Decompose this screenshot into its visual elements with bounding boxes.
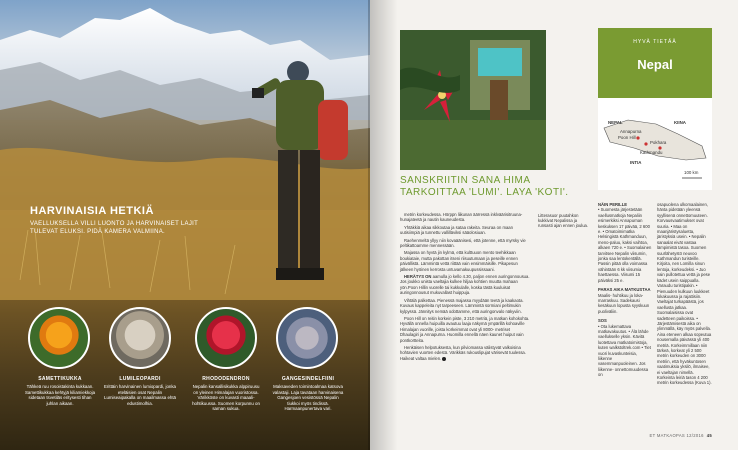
map-label-kathmandu: Kathmandu: [640, 150, 663, 155]
nepal-map: [598, 98, 712, 190]
fact-text: • Suomesta järjestetään vaellusmatkoja Nepaliin esimerkiksi Annapurnan keskuksen 17 päivää, 2 600 e. • Omatoimimatka Helsingistä Kathmanduun, meno-paluu, kaksi vaihtoa, alkaen 720 e. • Suomalainen tarvitsee Nepalin viisumin, jonka saa lentokentällä. Passin pitää olla voimassa vähintään 6 kk viisumia haettaessa. Viisumi 15 päiväksi 25 e.: [598, 207, 652, 283]
sidebar-kicker: HYVÄ TIETÄÄ: [633, 39, 677, 45]
fact-text: osapuolena ulkomaalainen, hänta pidetään yleensä syyllisenä onnettomuuteen. Korvausvaatimukset ovat suuria. • Maa on maanjäristysaluetta, järistyksiä usein. • Nepalin sanaalat eivät vastaa lämpimistä tasoa. Suomen suurlähetystö neuvoo Kathmandun turisteille. Kirjoita, nen Lomilla sinun lentoja, korkeudeksi. • Juo vain pullotettua vettä ja pese kädet usein saippualla. Varaudu turistipakin. • Pienuuden kulkuun luukkeet lokakuussa ja rajattisiin. Vaeltajat turkapäästä, jos vaellusta jatkaa. Suomalaisissa ovat sadetteen paikoissa. • Järjestämisestä aika on ylimmällä, käy myös palvella. Aina eteneen alkaa sopeutua nousemalla päivässä yli 400 metriä. Korkeimmillaan niin tärkeä, korkeat yli 2 500 metrin korkeuden on 3000 metriin, että hyväkuntosen vaatimuksia yksilö, ilmaisee, ei vaeltajan nimellä. Korkeinta leiriä tason 4 200 metrin korkeudessa (Kuva 1).: [657, 202, 712, 386]
paragraph: Vihtälä palkettaa. Pienessä majassa myydään teetä ja kaakaota. Kuvaus kappeleita nyt tarpeeseen. Lämmintä sormiani peltimukin kylpyssä. Jännitys nemää odottamme, että auringonvalo näkyviin.: [400, 297, 524, 314]
fauna-title: LUMILEOPARDI: [119, 376, 161, 382]
right-page: [370, 0, 738, 450]
map-label-intia: INTIA: [630, 160, 642, 165]
caption-text: VAELLUKSELLA VILLI LUONTO JA HARVINAISET LAJIT TULEVAT ELUKSI. PIDÄ KAMERA VALMIINA.: [30, 221, 198, 235]
sidebar-column-1: [598, 202, 652, 378]
paragraph: Henkäisen helpotuksesta, kun pilviomassa välistyvät valkoisina hohtavien vuorten edestä. Värikkäs rukouslipujat värisevät tuulessa. Haikeat valtaa mielen.: [400, 344, 526, 361]
sidebar-column-2: [657, 202, 712, 386]
paragraph: Majassa on hyvtä jin kylmä, että kulttuuon mento teehikkaan boukiataie, mutta pakottan itseni riisuutumaan ja peseille ennen päivällistä. Lämmintä vettä riittää vain ensimmäisille. Pikapesun jälkeen hyöinen kerrosta untuvamakuupussissaani.: [400, 250, 518, 272]
fact-heading: SOS: [598, 318, 607, 324]
paragraph: Raehenmeltä yllyy niin kovaäänisesi, että jotenne, että myrsky vie peltikattoamme mennessään.: [400, 237, 526, 249]
sidebar-header: [598, 28, 712, 98]
hiker-figure: [246, 60, 356, 310]
magazine-name: ET MATKAOPAS 12/2016: [649, 433, 704, 438]
caption-title: HARVINAISIA HETKIÄ: [30, 205, 154, 217]
map-label-poon-hill: Poon Hill: [618, 135, 636, 140]
end-mark-icon: [442, 357, 446, 361]
fauna-text: Maksaveden toimintoalmaa katsova valastaji. Laja tavataan harvinaisena Gangesjoen vesistössä Nepalin tiukkoi myös tindissä. Harmaanpunertava vari.: [272, 384, 344, 412]
map-scale: 100 km: [684, 170, 699, 175]
fauna-item: [272, 376, 344, 412]
page-number: 45: [706, 433, 712, 438]
flora-text: Tähkeä ruu rosoistakinta kukkaan. Samettikukkaa kehtyjä kiliamiekkoja sidetaan tsvetiläs eritysesti tihan juhlan aikaan.: [24, 384, 96, 406]
flora-title: SAMETTIKUKKA: [38, 376, 82, 382]
paragraph: HERÄTYS ON aamulla jo kello 4.30, paljon ennen auringonnousua. Jos joukko unista vaeltajia kulkee hiljaa kohtien muutta mahaan yön.Poon Hillin vuorelle tai kukkulalle, koska tästä kuuluisat auringonnousut mukuvallast huippuja.: [400, 274, 530, 296]
photo-caption: Litterasuor puutahkon kukkivat Nepalissa ja runsasti ajan ennen joulua.: [538, 213, 589, 229]
fauna-title: GANGESINDELFIINI: [281, 376, 335, 382]
dolphin-photo: [276, 307, 338, 369]
headline: SANSKRIITIN SANA HIMA TARKOITTAA 'LUMI'. LAYA 'KOTI'.: [400, 175, 569, 198]
fact-text: • Ota lukemattava matkavakuutus. • Älä lähde vaellukselle yksin. Kävitä luotettava matkatoimistoja, kuten walkstoltrek.com • Tiet vuori kuvaskunteisia, liikenne vasemmanpuoleinen. Jos liikenne- onnettomuudessa on: [598, 323, 651, 378]
left-caption: [30, 205, 200, 236]
fact-text: Maalis- huhtikuu ja loka- marraskuu. Sadekausi kesäkuun lopusta syyskuun puoliväliin.: [598, 292, 650, 314]
map-label-annapurna: Annapurna: [620, 129, 642, 134]
flora-text: Nepalin kansallisikukka alppiruusu on yleinen Himalajan vuoristossa. Värikköste on kuvasti maaali- hohtikuussa. Suomen korpunnu on saman sukua.: [192, 384, 260, 412]
fauna-item: [104, 376, 176, 406]
flora-title: RHODODENDRON: [202, 376, 250, 382]
snow-leopard-photo: [109, 307, 171, 369]
page-footer: [650, 433, 712, 438]
flora-item: [190, 376, 262, 412]
fact-heading: PARAS AIKA MATKUSTAA: [598, 287, 651, 293]
map-label-pokhara: Pokhara: [650, 140, 667, 145]
hut-scene: [400, 30, 546, 170]
fact-heading: NÄIN PERILLE: [598, 202, 628, 207]
map-label-nepal: NEPAL: [608, 120, 623, 125]
article-body: [400, 212, 530, 363]
map-label-kiina: KIINA: [674, 120, 686, 125]
marigold-photo: [28, 307, 90, 369]
rhododendron-hut-photo: [400, 30, 546, 170]
sidebar-title: Nepal: [637, 57, 673, 72]
fauna-text: Erittäin harvinainen lumiopardi, jonka eteläisien osat Nepalin Lumiseaipakalla on maailmassa ehtä edustimolhia.: [104, 384, 176, 406]
rhododendron-photo: [195, 307, 257, 369]
flora-item: [24, 376, 96, 406]
paragraph: metrin korkeudessa. Hörppn liikunan äärressä inklväärisitruuna- hunajateetä ja nautin kauneudesta.: [400, 212, 523, 223]
spread-gutter: [368, 0, 398, 450]
paragraph: Poon Hill on reitin korkein piste, 3 210 metriä, ja matkan kohokohta. Hyvällä onnella huipuilla avautuu laaja näkymä ympärillä kohoaville Himalajan vuorille, joista korkeimmat ovat yli 8000- metriset Dhaulagiri ja Annapurna. Huomilla ennellä näen kaunet huiput vain pontkortteita.: [400, 315, 530, 343]
paragraph: Yhtäkkiä aikaa sikkoutaa ja sataa rakeita. Seuraa on maan uutisiimpiä ja tunnettu vallilläviksi sääolosiuan.: [400, 224, 513, 236]
